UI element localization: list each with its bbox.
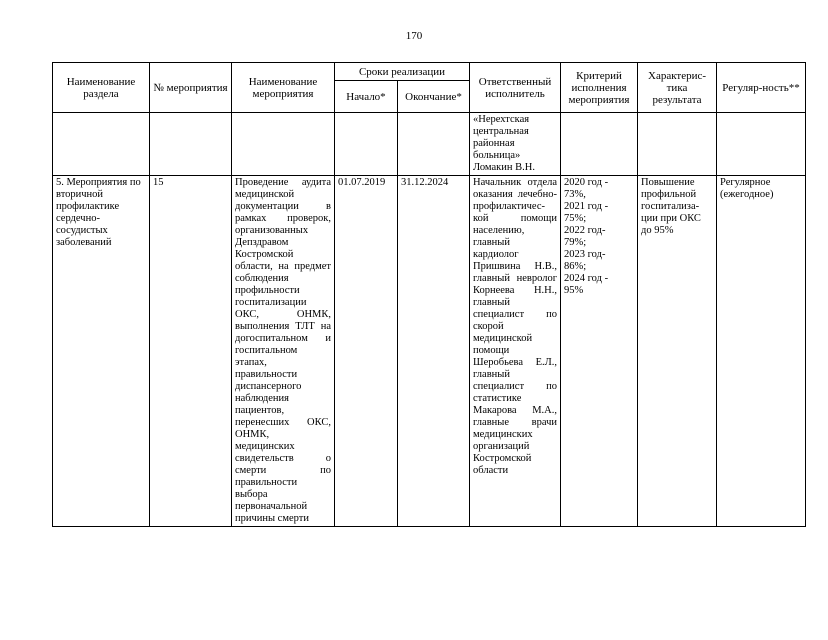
cell-end: [398, 113, 470, 176]
header-executor: Ответственный исполнитель: [470, 63, 561, 113]
header-terms: Сроки реализации: [335, 63, 470, 81]
header-start: Начало*: [335, 81, 398, 113]
table-row: [53, 113, 806, 176]
header-criterion: Критерий исполнения мероприятия: [561, 63, 638, 113]
cell-result: Повышение профильной госпитализа-ции при ОКС до 95%: [638, 176, 717, 527]
page-number: 170: [405, 30, 423, 42]
table-row: [53, 176, 806, 527]
header-section: Наименование раздела: [53, 63, 150, 113]
cell-name: Проведение аудита медицинской документации в рамках проверок, организованных Депздравом Костромской области, на предмет соблюдения профильности госпитализации ОКС, ОНМК, выполнения ТЛТ на догоспитальном и госпитальном этапах, правильности диспансерного наблюдения пациентов, перенесших ОКС, ОНМК, медицинских свидетельств о смерти по правильности выбора первоначальной причины смерти: [232, 176, 335, 527]
cell-criterion: [561, 113, 638, 176]
header-result: Характерис-тика результата: [638, 63, 717, 113]
cell-result: [638, 113, 717, 176]
cell-end: 31.12.2024: [398, 176, 470, 527]
cell-criterion: 2020 год - 73%, 2021 год - 75%; 2022 год- 79%; 2023 год- 86%; 2024 год - 95%: [561, 176, 638, 527]
header-end: Окончание*: [398, 81, 470, 113]
cell-section: 5. Мероприятия по вторичной профилактике сердечно-сосудистых заболеваний: [53, 176, 150, 527]
cell-executor: Начальник отдела оказания лечебно-профилактичес-кой помощи населению, главный кардиолог Пришвина Н.В., главный невролог Корнеева Н.Н., главный специалист по скорой медицинской помощи Шеробьева Е.Л., главный специалист по статистике Макарова М.А., главные врачи медицинских организаций Костромской области: [470, 176, 561, 527]
cell-number: [150, 113, 232, 176]
cell-number: 15: [150, 176, 232, 527]
cell-start: 01.07.2019: [335, 176, 398, 527]
cell-section: [53, 113, 150, 176]
header-number: № мероприятия: [150, 63, 232, 113]
cell-name: [232, 113, 335, 176]
header-regularity: Регуляр-ность**: [717, 63, 806, 113]
cell-regularity: Регулярное (ежегодное): [717, 176, 806, 527]
cell-start: [335, 113, 398, 176]
header-name: Наименование мероприятия: [232, 63, 335, 113]
cell-executor: «Нерехтская центральная районная больница» Ломакин В.Н.: [470, 113, 561, 176]
measures-table: [52, 62, 806, 527]
cell-regularity: [717, 113, 806, 176]
